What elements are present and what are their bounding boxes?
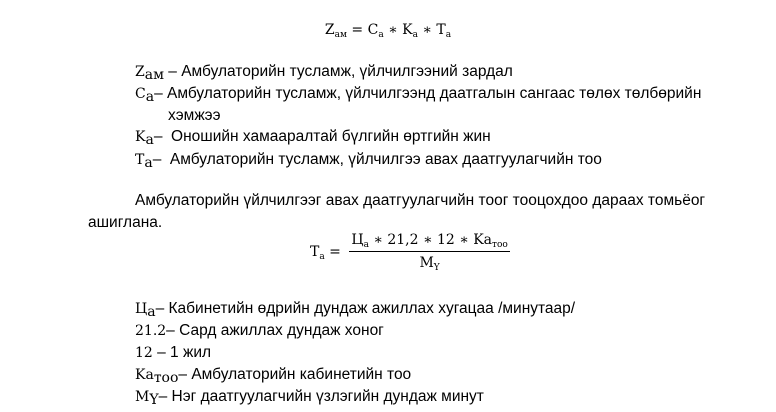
definition-text: – Амбулаторийн тусламж, үйлчилгээнд даатгалын сангаас төлөх төлбөрийн (154, 85, 702, 102)
paragraph-line: ашиглана. (88, 214, 163, 231)
definition-subscript: а (144, 155, 153, 171)
formula-operator: ∗ (417, 22, 437, 38)
definition-line (135, 151, 602, 169)
definition-subscript: Ү (149, 392, 159, 408)
formula-expression: ∗ 21,2 ∗ 12 ∗ Ka (368, 232, 492, 248)
definition-symbol: 21.2 (135, 323, 167, 339)
main-formula (0, 22, 776, 38)
definition-subscript: тоо (153, 370, 179, 386)
formula-symbol: T (436, 22, 446, 38)
definition-line (135, 63, 513, 81)
definition-text: – Нэг даатгуулагчийн үзлэгийн дундаж минут (158, 388, 484, 405)
definition-line (135, 128, 491, 146)
definition-symbol: T (135, 152, 145, 168)
paragraph-line: Амбулаторийн үйлчилгээг авах даатгуулагчийн тоог тооцохдоо дараах томьёог (135, 192, 706, 209)
definition-line (135, 300, 575, 318)
formula-subscript: а (378, 30, 384, 40)
definition-text: – Амбулаторийн тусламж, үйлчилгээний зардал (163, 63, 513, 80)
definition-symbol: Ka (135, 367, 154, 383)
definition-line (135, 322, 384, 340)
formula-subscript: а (412, 30, 418, 40)
definition-symbol: Z (135, 64, 145, 80)
formula-subscript: а (445, 30, 452, 40)
definition-subscript: ам (144, 67, 164, 83)
definition-line (135, 85, 701, 103)
definition-continuation: хэмжээ (168, 107, 221, 124)
definition-text: – Амбулаторийн тусламж, үйлчилгээ авах даатгуулагчийн тоо (152, 151, 602, 168)
formula-lhs (310, 244, 341, 260)
definition-text: – Кабинетийн өдрийн дундаж ажиллах хугацаа /минутаар/ (155, 300, 576, 317)
definition-line (135, 344, 211, 362)
definition-text: – Оношийн хамааралтай бүлгийн өртгийн жин (153, 128, 491, 145)
formula-symbol: K (402, 22, 413, 38)
definition-symbol: 12 (135, 345, 153, 361)
definition-symbol: C (135, 86, 146, 102)
definition-subscript: а (145, 89, 155, 105)
ta-formula (310, 232, 510, 272)
formula-subscript: Ү (433, 263, 440, 273)
fraction-denominator (349, 252, 509, 273)
definition-text: – 1 жил (152, 344, 212, 361)
fraction-numerator (349, 232, 509, 252)
definition-symbol: Ц (135, 301, 148, 317)
formula-subscript: а (319, 252, 325, 262)
formula-subscript: тоо (492, 240, 508, 250)
definition-text: – Амбулаторийн кабинетийн тоо (178, 366, 412, 383)
formula-subscript: ам (334, 30, 347, 40)
definition-subscript: а (147, 304, 156, 320)
formula-equals: = (346, 22, 368, 38)
definition-line (135, 366, 411, 384)
formula-symbol: C (367, 22, 379, 38)
formula-subscript: а (363, 240, 369, 250)
definition-text: – Сард ажиллах дундаж хоног (166, 322, 384, 339)
definition-symbol: K (135, 129, 146, 145)
formula-equals: = (329, 244, 341, 260)
definition-line (135, 388, 484, 406)
formula-symbol: Z (324, 22, 335, 38)
formula-operator: ∗ (383, 22, 403, 38)
formula-symbol: T (310, 244, 320, 260)
definition-symbol: M (135, 389, 150, 405)
formula-symbol: Ц (351, 232, 364, 248)
formula-symbol: M (419, 255, 434, 271)
fraction (349, 232, 509, 272)
definition-subscript: а (145, 132, 154, 148)
